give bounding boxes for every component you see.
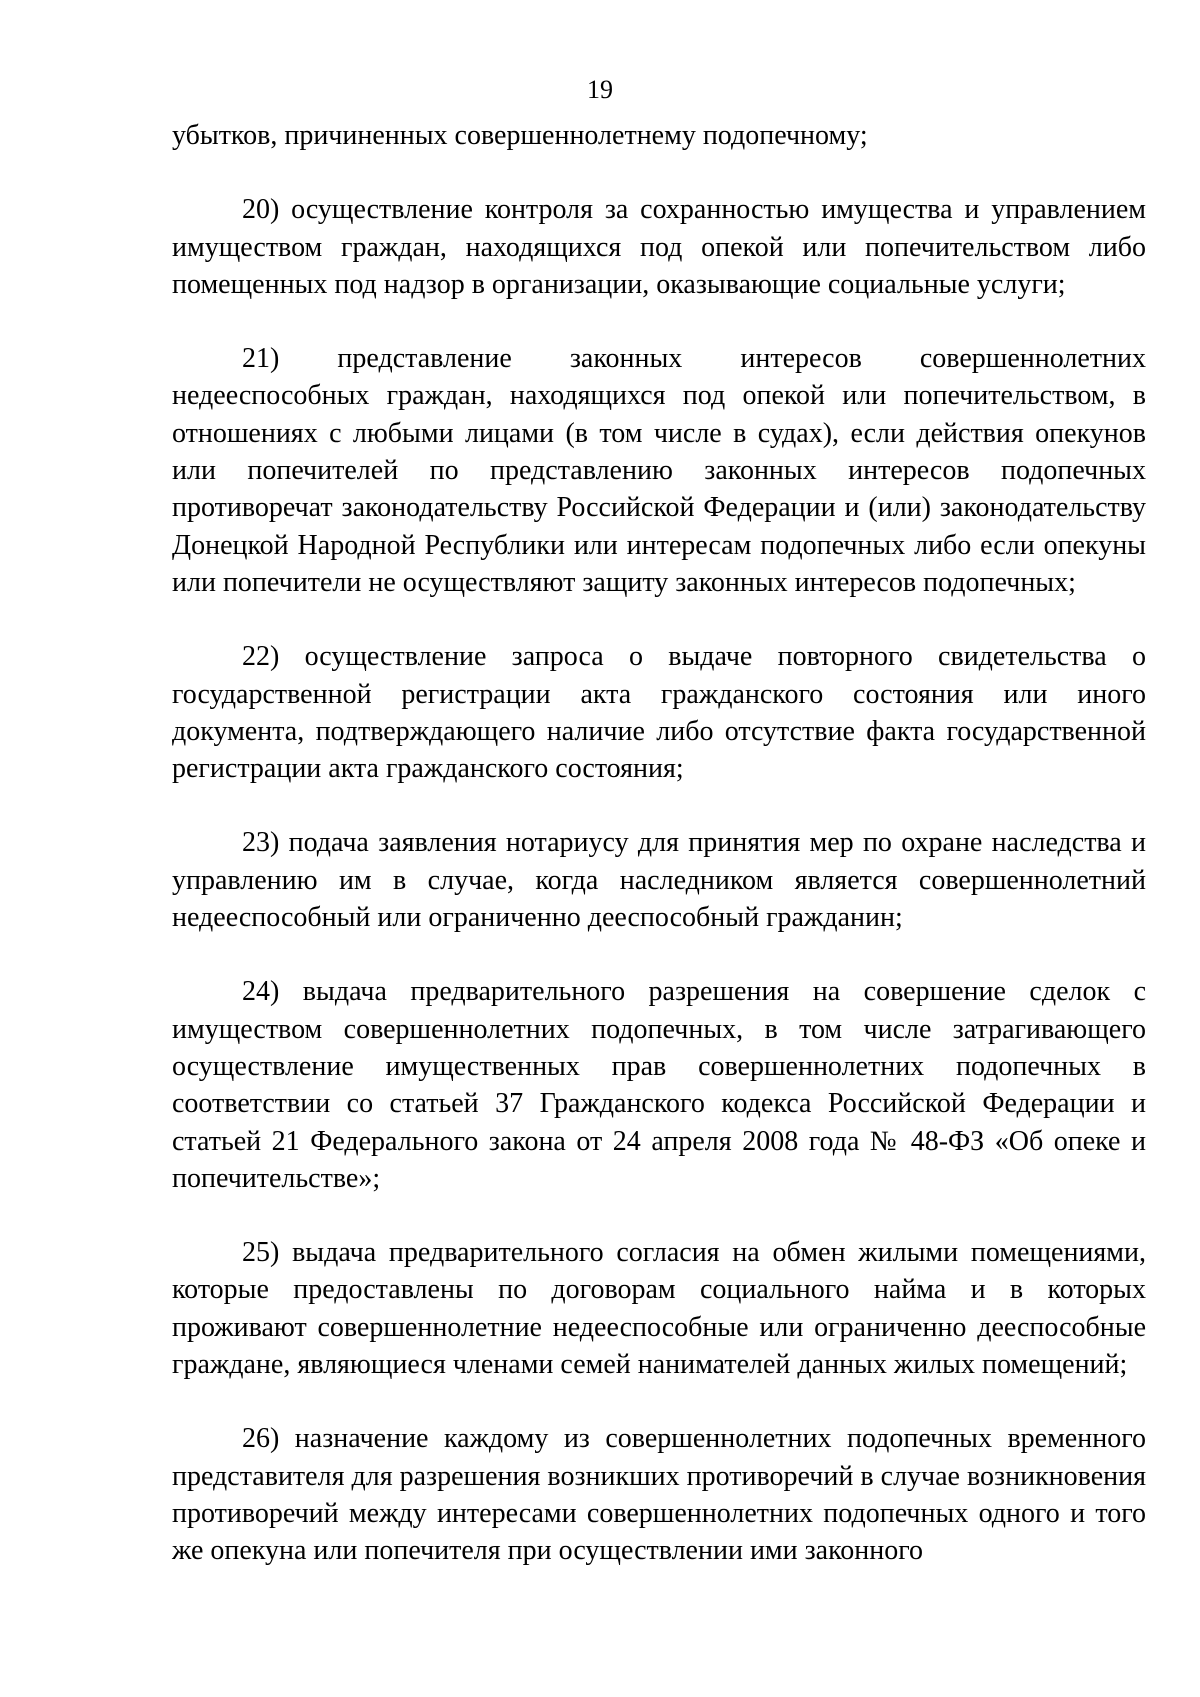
paragraph-item-20: 20) осуществление контроля за сохранностью имущества и управлением имуществом граждан, находящихся под опекой или попечительством либо помещенных под надзор в организации, оказывающие социальные услуги; (172, 194, 1146, 300)
paragraph-item-23: 23) подача заявления нотариусу для принятия мер по охране наследства и управлению им в случае, когда наследником является совершеннолетний недееспособный или ограниченно дееспособный гражданин; (172, 827, 1146, 934)
paragraph-item-22: 22) осуществление запроса о выдаче повторного свидетельства о государственной регистрации акта гражданского состояния или иного документа, подтверждающего наличие либо отсутствие факта государственной регистрации акта гражданского состояния; (172, 641, 1146, 785)
page-number: 19 (587, 75, 613, 104)
paragraph-item-24: 24) выдача предварительного разрешения на совершение сделок с имуществом совершеннолетних подопечных, в том числе затрагивающего осуществление имущественных прав совершеннолетних подопечных в соответствии со статьей 37 Гражданского кодекса Российской Федерации и статьей 21 Федерального закона от 24 апреля 2008 года № 48-ФЗ «Об опеке и попечительстве»; (172, 976, 1146, 1194)
paragraph-item-26: 26) назначение каждому из совершеннолетних подопечных временного представителя для разрешения возникших противоречий в случае возникновения противоречий между интересами совершеннолетних подопечных одного и того же опекуна или попечителя при осуществлении ими законного (172, 1423, 1146, 1567)
paragraph-item-25: 25) выдача предварительного согласия на обмен жилыми помещениями, которые предоставлены по договорам социального найма и в которых проживают совершеннолетние недееспособные или ограниченно дееспособные граждане, являющиеся членами семей нанимателей данных жилых помещений; (172, 1237, 1146, 1381)
paragraph-item-21: 21) представление законных интересов совершеннолетних недееспособных граждан, находящихся под опекой или попечительством, в отношениях с любыми лицами (в том числе в судах), если действия опекунов или попечителей по представлению законных интересов подопечных противоречат законодательству Российской Федерации и (или) законодательству Донецкой Народной Республики или интересам подопечных либо если опекуны или попечители не осуществляют защиту законных интересов подопечных; (172, 343, 1146, 598)
paragraph-continuation: убытков, причиненных совершеннолетнему подопечному; (172, 120, 868, 151)
document-body (172, 117, 1146, 1570)
